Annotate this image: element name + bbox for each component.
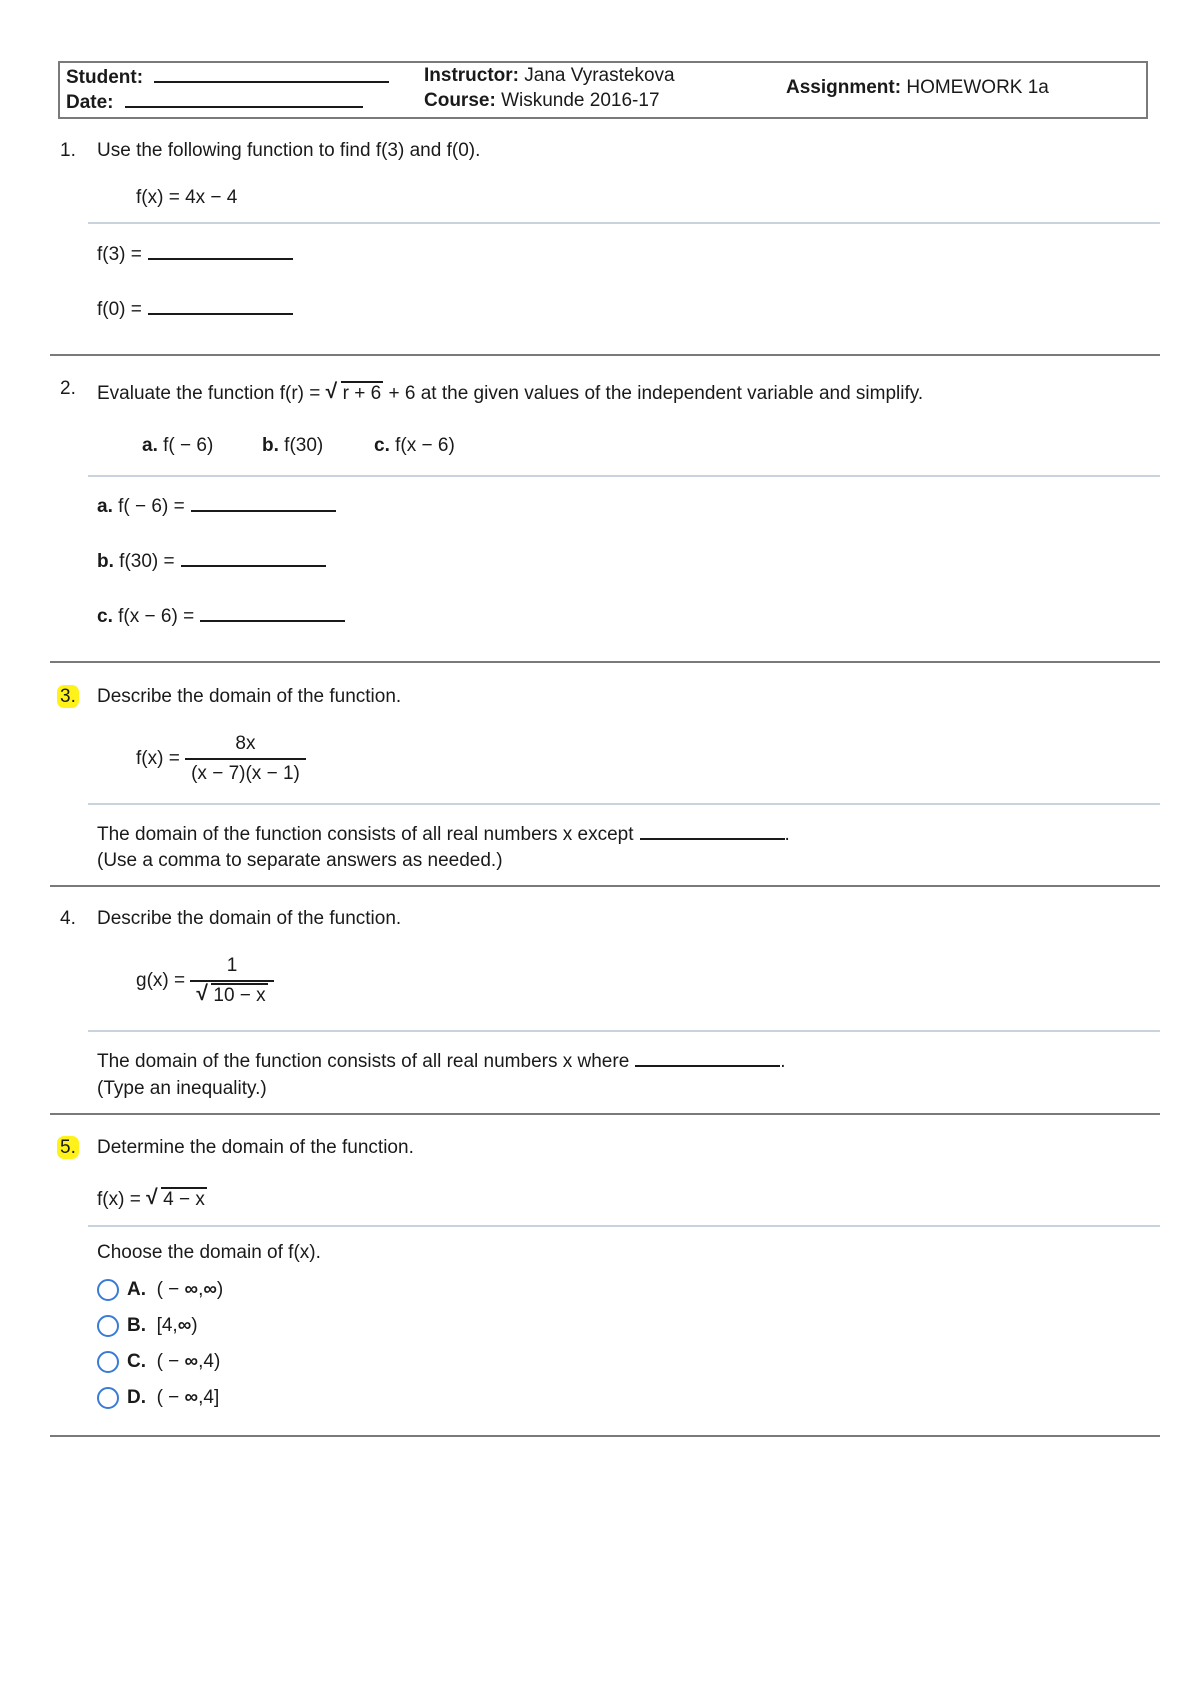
q1-answer-a [97,240,293,266]
q4-sqrt [196,982,267,1007]
q5-option-a-pre: ( − [156,1279,180,1301]
q1-answer-b-label: f(0) = [97,299,142,320]
assignment-field [786,77,1049,99]
q5-option-c-pre: ( − [156,1351,180,1373]
q3-divider [88,803,1160,805]
q4-number: 4. [60,908,76,929]
q4-numerator: 1 [226,955,238,976]
q5-separator [50,1435,1160,1437]
q3-answer-post: . [784,824,790,845]
q2-answer-b-blank[interactable] [181,547,326,567]
header-box [58,61,1148,119]
course-value: Wiskunde 2016-17 [501,90,660,111]
infinity-icon: ∞ [177,1315,192,1337]
q3-separator [50,885,1160,887]
q5-option-c-letter: C. [127,1351,146,1373]
q2-part-c-letter: c. [374,435,390,456]
q2-answer-c-letter: c. [97,606,113,627]
q2-divider [88,475,1160,477]
q5-option-d-pre: ( − [156,1387,180,1409]
q2-answer-c [97,602,345,628]
q1-function: f(x) = 4x − 4 [136,187,238,208]
q5-function [97,1186,207,1211]
q3-fraction [185,733,306,785]
q5-option-a-letter: A. [127,1279,146,1301]
q2-part-b-expr: f(30) [284,435,324,456]
q5-option-a-mid: , [198,1279,204,1301]
q3-lhs: f(x) = [136,748,180,769]
q3-numerator: 8x [235,733,256,754]
q2-number: 2. [60,378,76,399]
q2-separator [50,661,1160,663]
q2-answer-a-blank[interactable] [191,492,336,512]
q1-separator [50,354,1160,356]
q2-part-a-expr: f( − 6) [163,435,214,456]
q4-answer-post: . [780,1051,786,1072]
q4-answer-blank[interactable] [635,1047,780,1067]
infinity-icon: ∞ [184,1279,199,1301]
course-field [424,90,660,112]
radio-icon[interactable] [97,1279,119,1301]
q1-answer-b [97,295,293,321]
sqrt-icon: √ [325,380,338,403]
date-label: Date: [66,92,114,113]
date-blank[interactable] [125,90,363,108]
instructor-field [424,65,675,87]
radio-icon[interactable] [97,1315,119,1337]
radio-icon[interactable] [97,1351,119,1373]
q2-part-a [142,435,213,457]
q5-option-d-letter: D. [127,1387,146,1409]
q2-part-a-letter: a. [142,435,158,456]
q5-number-highlight: 5. [57,1136,79,1159]
q1-prompt: Use the following function to find f(3) and f(0). [97,140,481,161]
q2-answer-c-label: f(x − 6) = [118,606,195,627]
q3-answer-blank[interactable] [640,820,785,840]
q4-divider [88,1030,1160,1032]
q5-choose: Choose the domain of f(x). [97,1242,321,1263]
q5-option-c[interactable] [97,1351,220,1373]
q5-option-d[interactable] [97,1387,219,1409]
q3-number-highlight: 3. [57,685,79,708]
q5-sqrt [146,1186,207,1211]
q5-option-b-letter: B. [127,1315,146,1337]
q4-radicand: 10 − x [213,985,266,1006]
q4-lhs: g(x) = [136,970,186,991]
q2-sqrt [325,380,384,405]
q5-prompt: Determine the domain of the function. [97,1137,414,1158]
q5-option-b-post: ) [191,1315,198,1337]
sqrt-icon: √ [196,982,208,1005]
q2-prompt-post: + 6 at the given values of the independent variable and simplify. [388,383,924,404]
q2-prompt [97,380,924,405]
q5-option-a[interactable] [97,1279,223,1301]
student-label: Student: [66,67,144,88]
q3-answer [97,820,790,846]
q4-prompt: Describe the domain of the function. [97,908,402,929]
q3-number [60,686,79,708]
q5-radicand: 4 − x [163,1189,205,1210]
q5-option-d-post: ,4] [198,1387,220,1409]
q5-option-c-post: ,4) [198,1351,221,1373]
q4-function [136,955,274,1007]
q2-answer-b-label: f(30) = [119,551,175,572]
q2-answer-a [97,492,336,518]
q1-answer-a-blank[interactable] [148,240,293,260]
q2-answer-b-letter: b. [97,551,114,572]
q4-separator [50,1113,1160,1115]
q1-answer-a-label: f(3) = [97,244,142,265]
q5-divider [88,1225,1160,1227]
q4-hint: (Type an inequality.) [97,1078,267,1099]
instructor-value: Jana Vyrastekova [524,65,675,86]
q5-lhs: f(x) = [97,1189,141,1210]
instructor-label: Instructor: [424,65,519,86]
infinity-icon: ∞ [203,1279,217,1301]
q3-hint: (Use a comma to separate answers as needed.) [97,850,503,871]
q3-answer-pre: The domain of the function consists of all real numbers x except [97,824,634,845]
q2-answer-a-label: f( − 6) = [118,496,185,517]
assignment-value: HOMEWORK 1a [906,77,1049,98]
q2-part-c-expr: f(x − 6) [395,435,455,456]
q3-function [136,733,306,785]
infinity-icon: ∞ [184,1387,199,1409]
q5-option-b[interactable] [97,1315,198,1337]
q5-number [60,1137,79,1159]
q1-number: 1. [60,140,76,161]
q2-answer-c-blank[interactable] [200,602,345,622]
student-blank[interactable] [154,65,389,83]
q2-part-b-letter: b. [262,435,279,456]
radio-icon[interactable] [97,1387,119,1409]
q2-answer-a-letter: a. [97,496,113,517]
date-field [66,90,363,114]
q1-divider [88,222,1160,224]
sqrt-icon: √ [146,1186,158,1209]
course-label: Course: [424,90,496,111]
q5-option-b-pre: [4, [156,1315,178,1337]
q4-fraction [190,955,273,1007]
q2-part-c [374,435,455,457]
q2-radicand: r + 6 [342,383,382,404]
q5-option-a-post: ) [216,1279,224,1301]
q2-part-b [262,435,323,457]
q3-prompt: Describe the domain of the function. [97,686,402,707]
q3-denominator: (x − 7)(x − 1) [185,758,306,785]
q2-answer-b [97,547,326,573]
q4-answer [97,1047,786,1073]
q4-answer-pre: The domain of the function consists of all real numbers x where [97,1051,630,1072]
student-field [66,65,389,89]
q1-answer-b-blank[interactable] [148,295,293,315]
infinity-icon: ∞ [184,1351,199,1373]
q2-prompt-pre: Evaluate the function f(r) = [97,383,321,404]
q4-denominator [190,980,273,1007]
assignment-label: Assignment: [786,77,902,98]
